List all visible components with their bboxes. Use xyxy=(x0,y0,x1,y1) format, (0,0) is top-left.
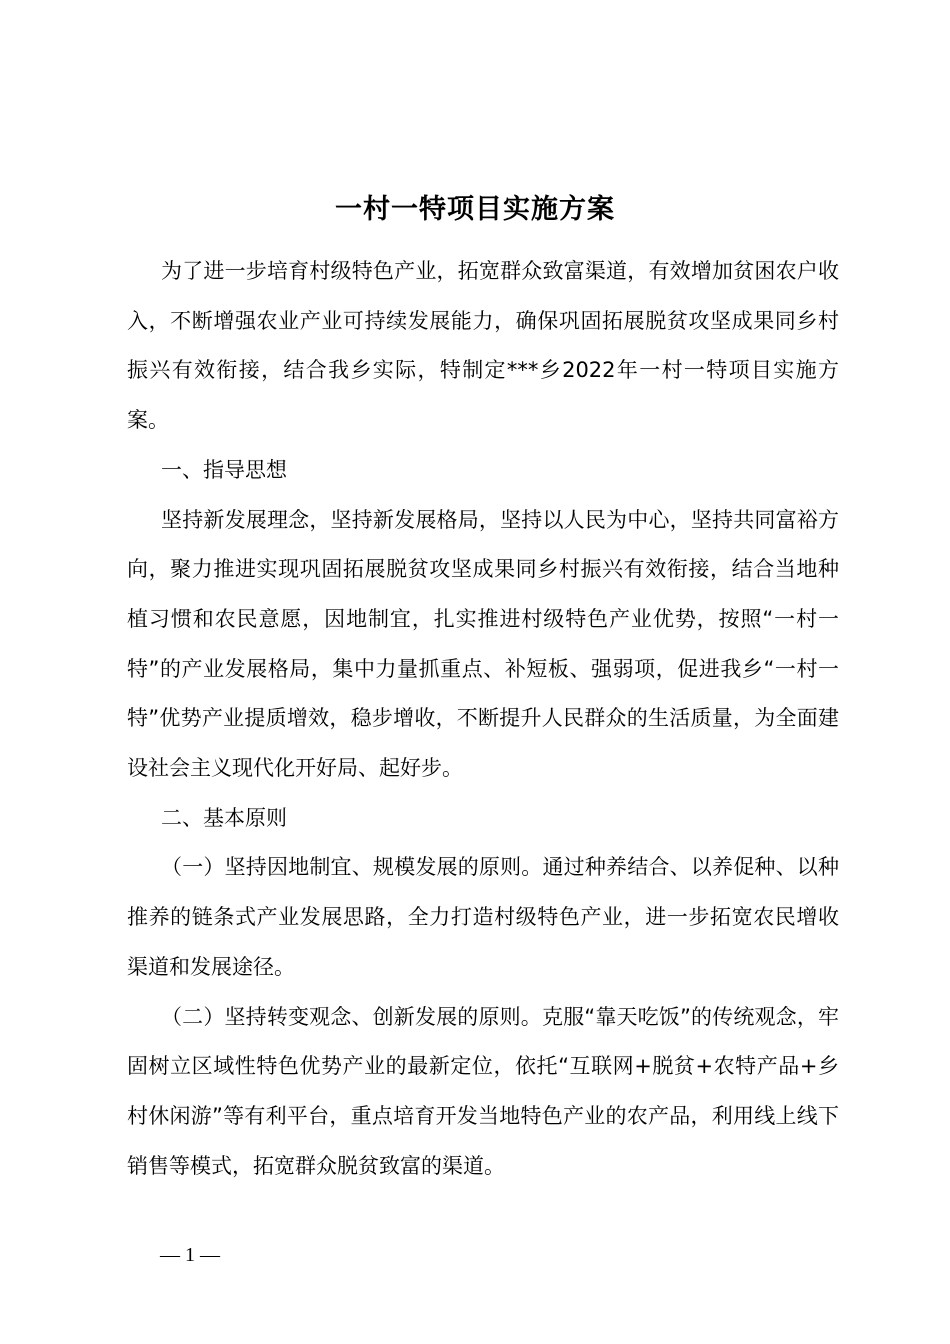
section-heading-basic-principles: 二、基本原则 xyxy=(161,805,287,830)
guiding-ideology-paragraph: 坚持新发展理念，坚持新发展格局，坚持以人民为中心，坚持共同富裕方向，聚力推进实现巩固拓展脱贫攻坚成果同乡村振兴有效衔接，结合当地种植习惯和农民意愿，因地制宜，扎实推进村级特色产业优势，按照“一村一特”的产业发展格局，集中力量抓重点、补短板、强弱项，促进我乡“一村一特”优势产业提质增效，稳步增收，不断提升人民群众的生活质量，为全面建设社会主义现代化开好局、起好步。 xyxy=(127,507,839,781)
section-heading-guiding-ideology: 一、指导思想 xyxy=(161,457,287,482)
principle-1-paragraph: （一）坚持因地制宜、规模发展的原则。通过种养结合、以养促种、以种推养的链条式产业发展思路，全力打造村级特色产业，进一步拓宽农民增收渠道和发展途径。 xyxy=(127,855,839,979)
page-number: — 1 — xyxy=(160,1244,220,1266)
principle-2-paragraph: （二）坚持转变观念、创新发展的原则。克服“靠天吃饭”的传统观念，牢固树立区域性特色优势产业的最新定位，依托“互联网+脱贫+农特产品+乡村休闲游”等有利平台，重点培育开发当地特色产业的农产品，利用线上线下销售等模式，拓宽群众脱贫致富的渠道。 xyxy=(127,1004,839,1178)
document-title: 一村一特项目实施方案 xyxy=(335,194,615,225)
intro-paragraph: 为了进一步培育村级特色产业，拓宽群众致富渠道，有效增加贫困农户收入，不断增强农业产业可持续发展能力，确保巩固拓展脱贫攻坚成果同乡村振兴有效衔接，结合我乡实际，特制定***乡2022年一村一特项目实施方案。 xyxy=(127,259,839,433)
document-body xyxy=(127,247,839,1191)
